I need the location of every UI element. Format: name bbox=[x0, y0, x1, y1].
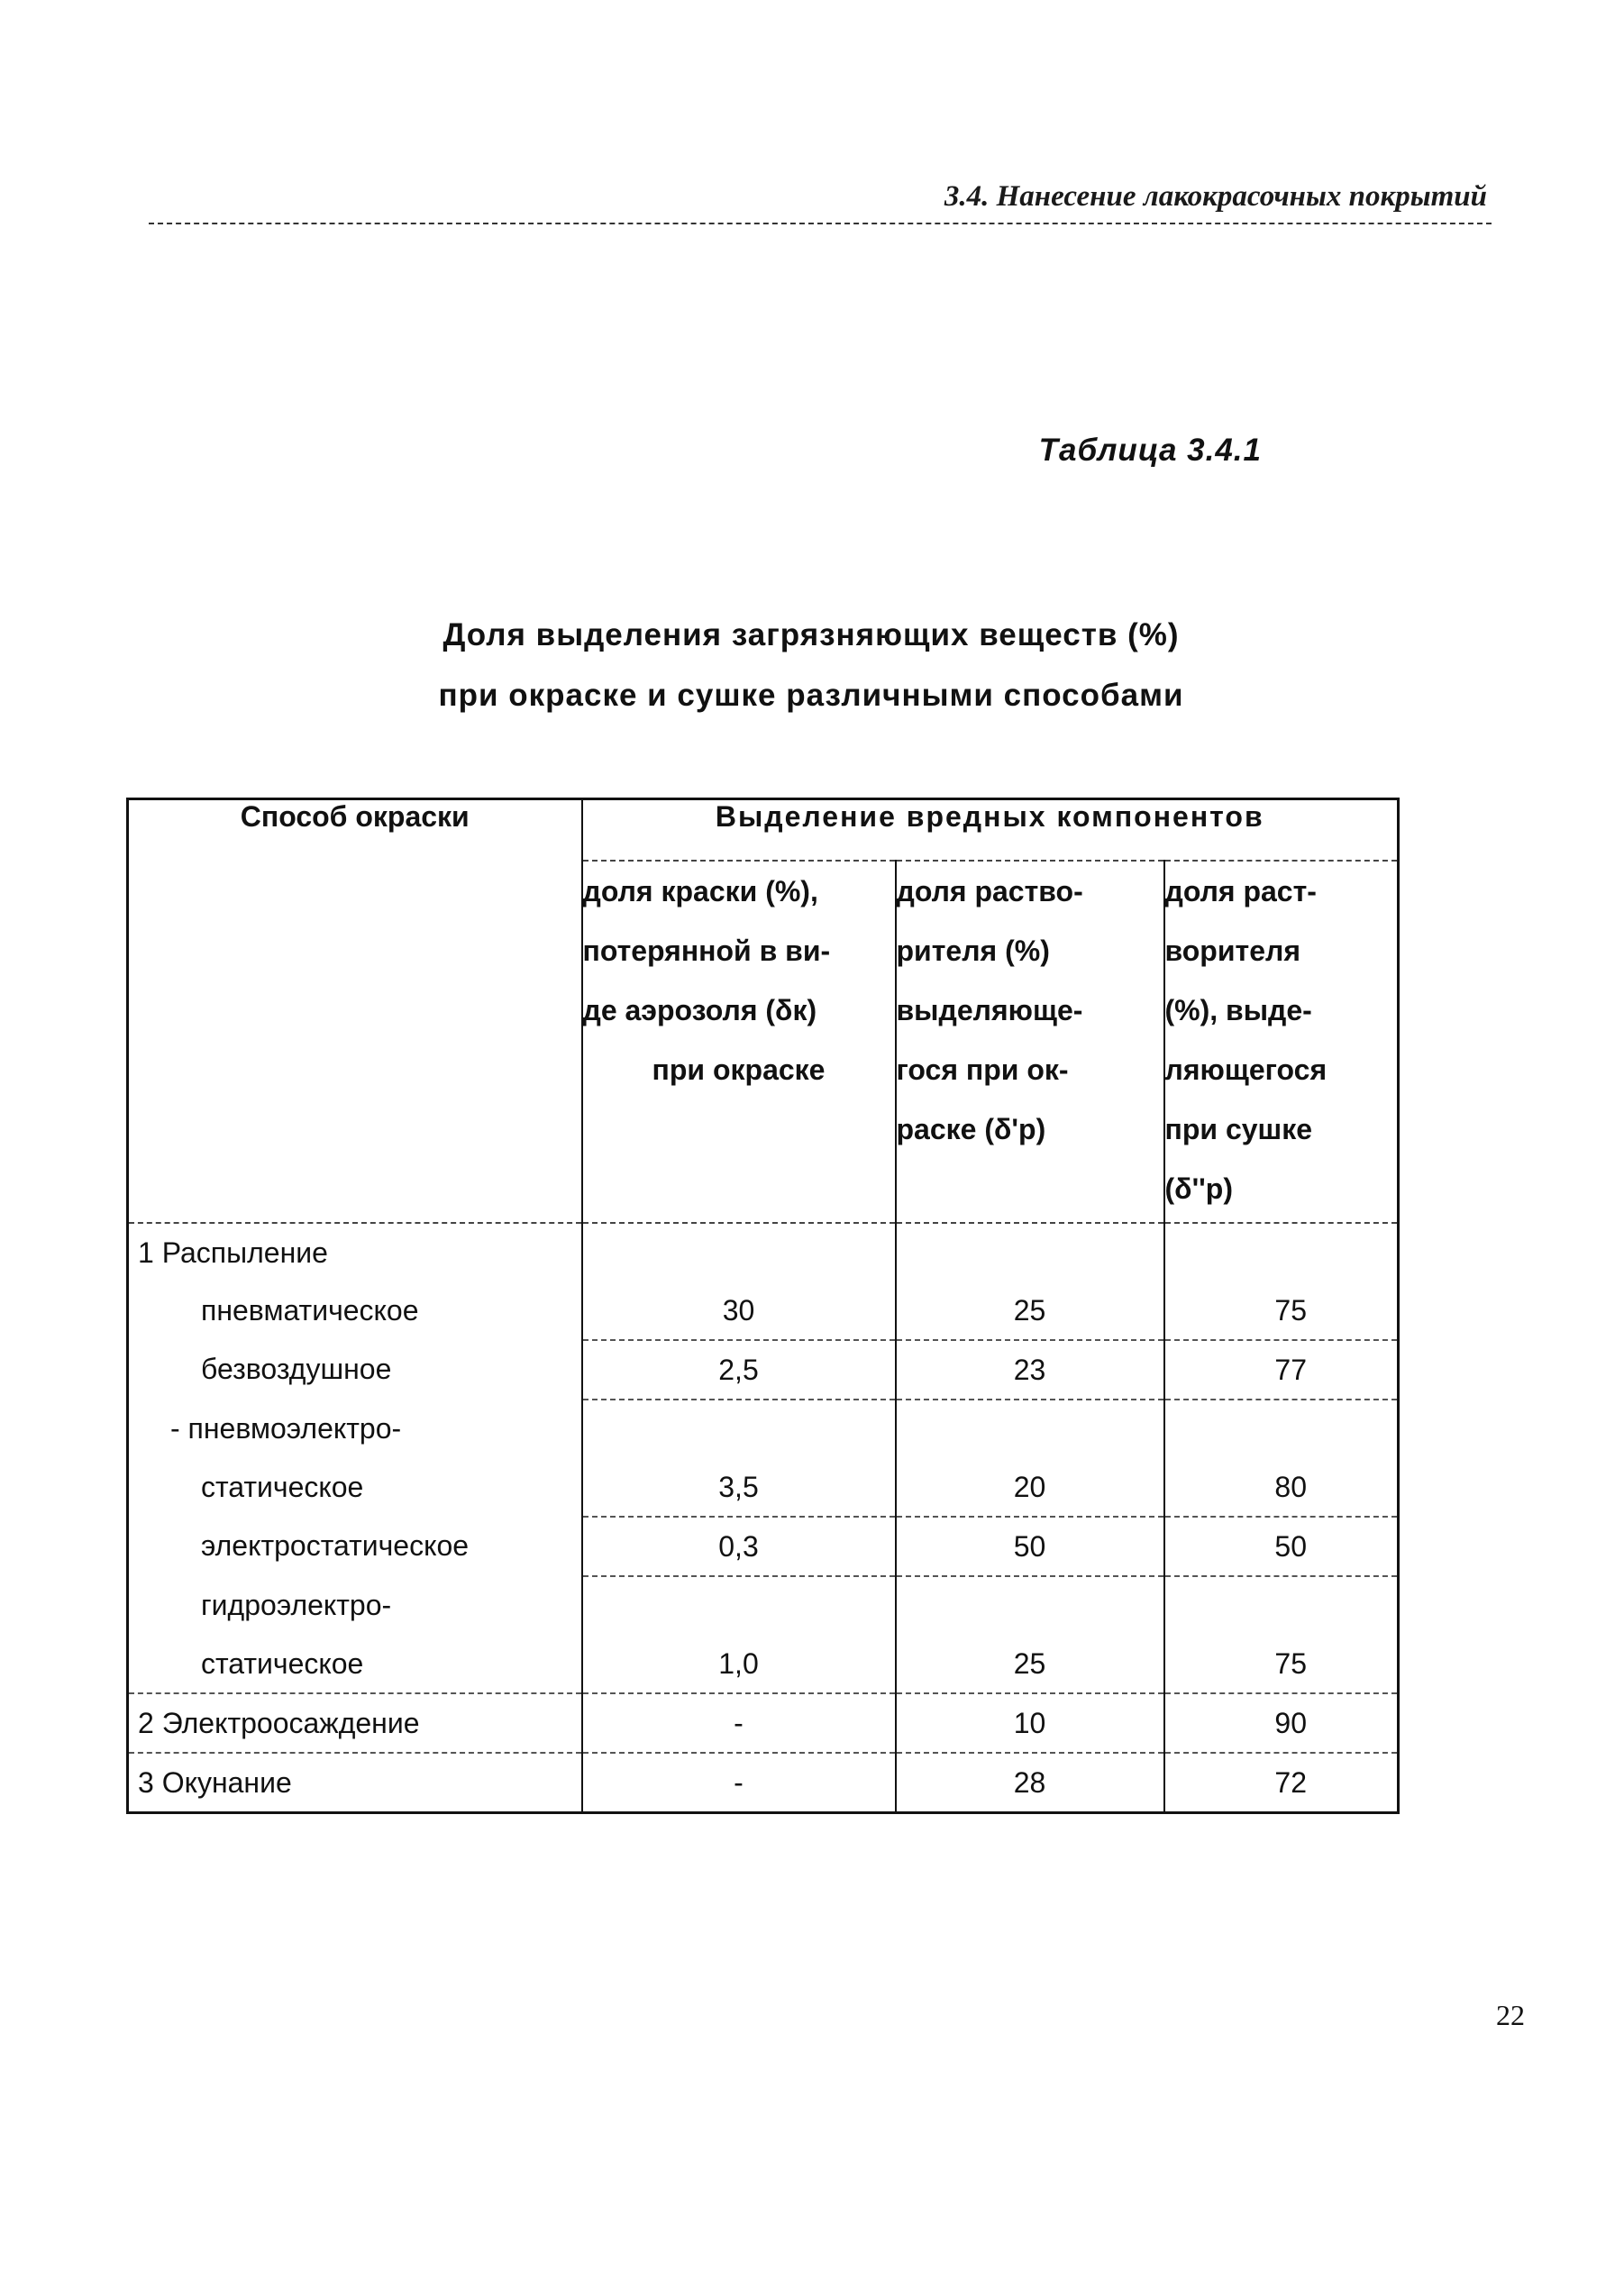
header-solvent-painting bbox=[896, 861, 1164, 1223]
paint-loss-value: 3,5 bbox=[582, 1458, 896, 1517]
paint-loss-value: 2,5 bbox=[582, 1340, 896, 1400]
header-line: ляющегося bbox=[1164, 1053, 1327, 1086]
header-line: при сушке bbox=[1164, 1113, 1313, 1145]
header-line: раске (δ'р) bbox=[896, 1113, 1046, 1145]
header-line: рителя (%) bbox=[896, 935, 1050, 967]
header-line: гося при ок- bbox=[896, 1053, 1069, 1086]
header-group: Выделение вредных компонентов bbox=[582, 799, 1399, 862]
table-row bbox=[128, 1635, 1399, 1693]
table-row bbox=[128, 1693, 1399, 1753]
header-line: доля раст- bbox=[1164, 875, 1317, 907]
header-solvent-drying bbox=[1164, 861, 1399, 1223]
table-row bbox=[128, 1400, 1399, 1458]
table-row bbox=[128, 1753, 1399, 1813]
running-head: 3.4. Нанесение лакокрасочных покрытий bbox=[944, 180, 1487, 213]
header-line: (δ''р) bbox=[1164, 1172, 1233, 1205]
method-name: - пневмоэлектро- bbox=[128, 1400, 582, 1458]
solvent-painting-value: 10 bbox=[896, 1693, 1164, 1753]
solvent-drying-value: 72 bbox=[1164, 1753, 1399, 1813]
header-line: потерянной в ви- bbox=[582, 935, 831, 967]
paint-loss-value: 30 bbox=[582, 1281, 896, 1340]
method-name: гидроэлектро- bbox=[128, 1576, 582, 1635]
table-row bbox=[128, 1223, 1399, 1281]
header-line: доля краски (%), bbox=[582, 875, 818, 907]
table-number: Таблица 3.4.1 bbox=[1038, 433, 1262, 468]
solvent-painting-value: 23 bbox=[896, 1340, 1164, 1400]
solvent-drying-value bbox=[1164, 1576, 1399, 1635]
header-line: доля раство- bbox=[896, 875, 1083, 907]
method-name: пневматическое bbox=[128, 1281, 582, 1340]
page-number: 22 bbox=[1496, 1999, 1525, 2031]
paint-loss-value: - bbox=[582, 1753, 896, 1813]
solvent-drying-value: 75 bbox=[1164, 1281, 1399, 1340]
solvent-drying-value: 80 bbox=[1164, 1458, 1399, 1517]
method-name: 1 Распыление bbox=[128, 1223, 582, 1281]
solvent-painting-value: 25 bbox=[896, 1281, 1164, 1340]
solvent-painting-value: 20 bbox=[896, 1458, 1164, 1517]
header-line: при окраске bbox=[652, 1053, 826, 1086]
solvent-drying-value: 77 bbox=[1164, 1340, 1399, 1400]
table-row bbox=[128, 1576, 1399, 1635]
solvent-painting-value bbox=[896, 1223, 1164, 1281]
header-method: Способ окраски bbox=[128, 799, 582, 1224]
emission-table bbox=[126, 798, 1400, 1814]
table-row bbox=[128, 1458, 1399, 1517]
paint-loss-value: - bbox=[582, 1693, 896, 1753]
solvent-painting-value: 28 bbox=[896, 1753, 1164, 1813]
table-row bbox=[128, 1281, 1399, 1340]
solvent-painting-value bbox=[896, 1576, 1164, 1635]
paint-loss-value bbox=[582, 1223, 896, 1281]
paint-loss-value bbox=[582, 1400, 896, 1458]
header-paint-share bbox=[582, 861, 896, 1223]
header-line: (%), выде- bbox=[1164, 994, 1312, 1026]
solvent-drying-value bbox=[1164, 1400, 1399, 1458]
table-caption-line-1: Доля выделения загрязняющих веществ (%) bbox=[442, 617, 1180, 652]
paint-loss-value: 1,0 bbox=[582, 1635, 896, 1693]
solvent-drying-value: 75 bbox=[1164, 1635, 1399, 1693]
table-row bbox=[128, 1517, 1399, 1576]
solvent-painting-value: 50 bbox=[896, 1517, 1164, 1576]
header-rule bbox=[149, 223, 1492, 224]
paint-loss-value: 0,3 bbox=[582, 1517, 896, 1576]
paint-loss-value bbox=[582, 1576, 896, 1635]
solvent-painting-value: 25 bbox=[896, 1635, 1164, 1693]
table-caption-line-2: при окраске и сушке различными способами bbox=[438, 678, 1184, 713]
table-row bbox=[128, 1340, 1399, 1400]
header-line: де аэрозоля (δк) bbox=[582, 994, 817, 1026]
method-name: статическое bbox=[128, 1635, 582, 1693]
solvent-drying-value: 50 bbox=[1164, 1517, 1399, 1576]
method-name: 2 Электроосаждение bbox=[128, 1693, 582, 1753]
solvent-drying-value bbox=[1164, 1223, 1399, 1281]
header-line: ворителя bbox=[1164, 935, 1300, 967]
solvent-drying-value: 90 bbox=[1164, 1693, 1399, 1753]
solvent-painting-value bbox=[896, 1400, 1164, 1458]
method-name: 3 Окунание bbox=[128, 1753, 582, 1813]
header-line: выделяюще- bbox=[896, 994, 1083, 1026]
method-name: безвоздушное bbox=[128, 1340, 582, 1400]
method-name: статическое bbox=[128, 1458, 582, 1517]
method-name: электростатическое bbox=[128, 1517, 582, 1576]
